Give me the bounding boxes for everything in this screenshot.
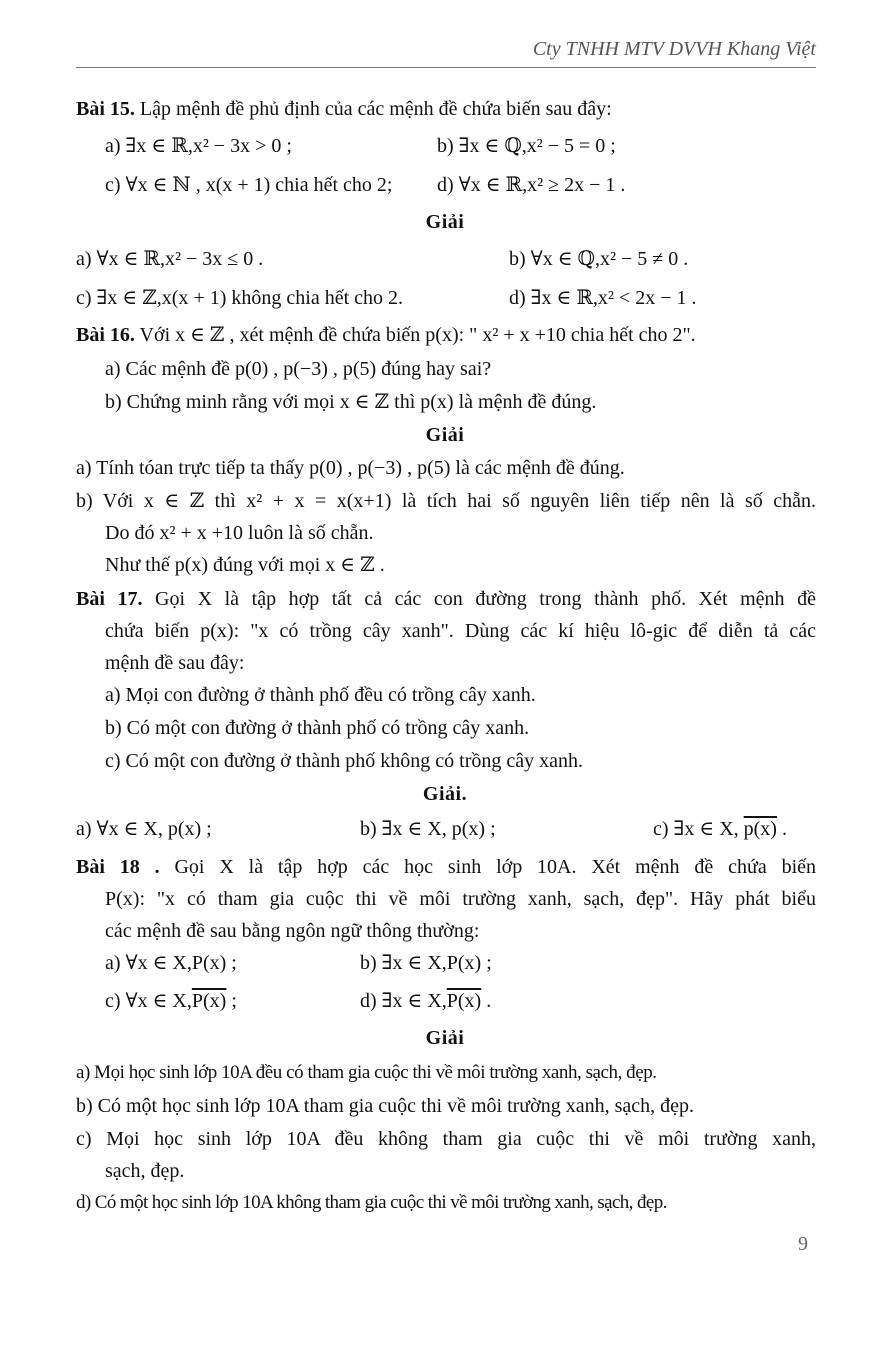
b17-sol-c <box>653 814 787 844</box>
b16-item-a: a) Các mệnh đề p(0) , p(−3) , p(5) đúng hay sai? <box>105 358 492 380</box>
b16-sol-a: a) Tính tóan trực tiếp ta thấy p(0) , p(−3) , p(5) là các mệnh đề đúng. <box>76 457 625 479</box>
b17-prompt-line2: chứa biến p(x): "x có trồng cây xanh". Dùng các kí hiệu lô-gic để diễn tả các <box>105 620 816 642</box>
b15-item-d: d) ∀x ∈ ℝ,x² ≥ 2x − 1 . <box>437 174 626 196</box>
b18-prompt-line1: Gọi X là tập hợp các học sinh lớp 10A. Xét mệnh đề chứa biến <box>174 856 817 878</box>
b17-solution-heading: Giải. <box>422 783 468 805</box>
b15-title: Bài 15. <box>76 98 135 120</box>
b18-item-d-negation: P(x) <box>446 990 482 1012</box>
b16-solution-heading: Giải <box>425 424 465 446</box>
b16-title: Bài 16. <box>76 324 135 346</box>
b16-sol-b-line2: Do đó x² + x +10 luôn là số chẵn. <box>105 522 374 544</box>
b16-sol-b-line3: Như thế p(x) đúng với mọi x ∈ ℤ . <box>105 554 385 576</box>
b17-prompt-line3: mệnh đề sau đây: <box>105 652 245 674</box>
b18-prompt-line3: các mệnh đề sau bằng ngôn ngữ thông thường: <box>105 920 480 942</box>
b18-item-c-prefix: c) ∀x ∈ X, <box>105 990 192 1012</box>
b16-heading <box>76 320 696 350</box>
b15-item-c: c) ∀x ∈ ℕ , x(x + 1) chia hết cho 2; <box>105 174 393 196</box>
b18-sol-b: b) Có một học sinh lớp 10A tham gia cuộc thi về môi trường xanh, sạch, đẹp. <box>76 1095 695 1117</box>
b15-item-b: b) ∃x ∈ ℚ,x² − 5 = 0 ; <box>437 135 616 157</box>
b18-item-d-prefix: d) ∃x ∈ X, <box>360 990 447 1012</box>
b18-item-c-suffix: ; <box>226 990 237 1012</box>
b15-item-a: a) ∃x ∈ ℝ,x² − 3x > 0 ; <box>105 135 292 157</box>
b16-sol-b-line1: b) Với x ∈ ℤ thì x² + x = x(x+1) là tích hai số nguyên liên tiếp nên là số chẵn. <box>76 490 816 512</box>
b15-sol-d: d) ∃x ∈ ℝ,x² < 2x − 1 . <box>509 287 697 309</box>
b17-sol-c-suffix: . <box>776 818 787 840</box>
b17-prompt-line1: Gọi X là tập hợp tất cả các con đường trong thành phố. Xét mệnh đề <box>155 588 816 610</box>
b18-prompt-line2: P(x): "x có tham gia cuộc thi về môi trường xanh, sạch, đẹp". Hãy phát biểu <box>105 888 816 910</box>
running-header: Cty TNHH MTV DVVH Khang Việt <box>532 38 816 60</box>
b17-item-c: c) Có một con đường ở thành phố không có trồng cây xanh. <box>105 750 584 772</box>
b16-item-b: b) Chứng minh rằng với mọi x ∈ ℤ thì p(x) là mệnh đề đúng. <box>105 391 597 413</box>
b18-item-a: a) ∀x ∈ X,P(x) ; <box>105 952 237 974</box>
b18-item-b: b) ∃x ∈ X,P(x) ; <box>360 952 492 974</box>
b18-item-d <box>360 986 491 1016</box>
b18-item-c <box>105 986 237 1016</box>
b18-sol-d: d) Có một học sinh lớp 10A không tham gia cuộc thi về môi trường xanh, sạch, đẹp. <box>76 1192 667 1213</box>
b17-sol-c-prefix: c) ∃x ∈ X, <box>653 818 744 840</box>
b15-sol-c: c) ∃x ∈ ℤ,x(x + 1) không chia hết cho 2. <box>76 287 404 309</box>
b17-heading <box>76 584 816 614</box>
b17-sol-b: b) ∃x ∈ X, p(x) ; <box>360 818 496 840</box>
b18-item-d-suffix: . <box>481 990 492 1012</box>
b18-sol-a: a) Mọi học sinh lớp 10A đều có tham gia cuộc thi về môi trường xanh, sạch, đẹp. <box>76 1062 657 1083</box>
b18-title: Bài 18 . <box>76 856 160 878</box>
b17-sol-c-negation: p(x) <box>743 818 777 840</box>
b17-item-a: a) Mọi con đường ở thành phố đều có trồng cây xanh. <box>105 684 536 706</box>
page-number: 9 <box>798 1233 808 1255</box>
b18-sol-c-line2: sạch, đẹp. <box>105 1160 185 1182</box>
b15-solution-heading: Giải <box>425 211 465 233</box>
b17-title: Bài 17. <box>76 588 143 610</box>
b15-sol-b: b) ∀x ∈ ℚ,x² − 5 ≠ 0 . <box>509 248 689 270</box>
b15-sol-a: a) ∀x ∈ ℝ,x² − 3x ≤ 0 . <box>76 248 264 270</box>
b18-sol-c-line1: c) Mọi học sinh lớp 10A đều không tham gia cuộc thi về môi trường xanh, <box>76 1128 816 1150</box>
b18-heading <box>76 852 816 882</box>
b16-prompt: Với x ∈ ℤ , xét mệnh đề chứa biến p(x): " x² + x +10 chia hết cho 2". <box>139 324 696 346</box>
b17-sol-a: a) ∀x ∈ X, p(x) ; <box>76 818 212 840</box>
b15-heading <box>76 94 612 124</box>
b18-item-c-negation: P(x) <box>191 990 227 1012</box>
b18-solution-heading: Giải <box>425 1027 465 1049</box>
b17-item-b: b) Có một con đường ở thành phố có trồng cây xanh. <box>105 717 530 739</box>
b15-prompt: Lập mệnh đề phủ định của các mệnh đề chứa biến sau đây: <box>139 98 612 120</box>
header-rule <box>76 67 816 68</box>
